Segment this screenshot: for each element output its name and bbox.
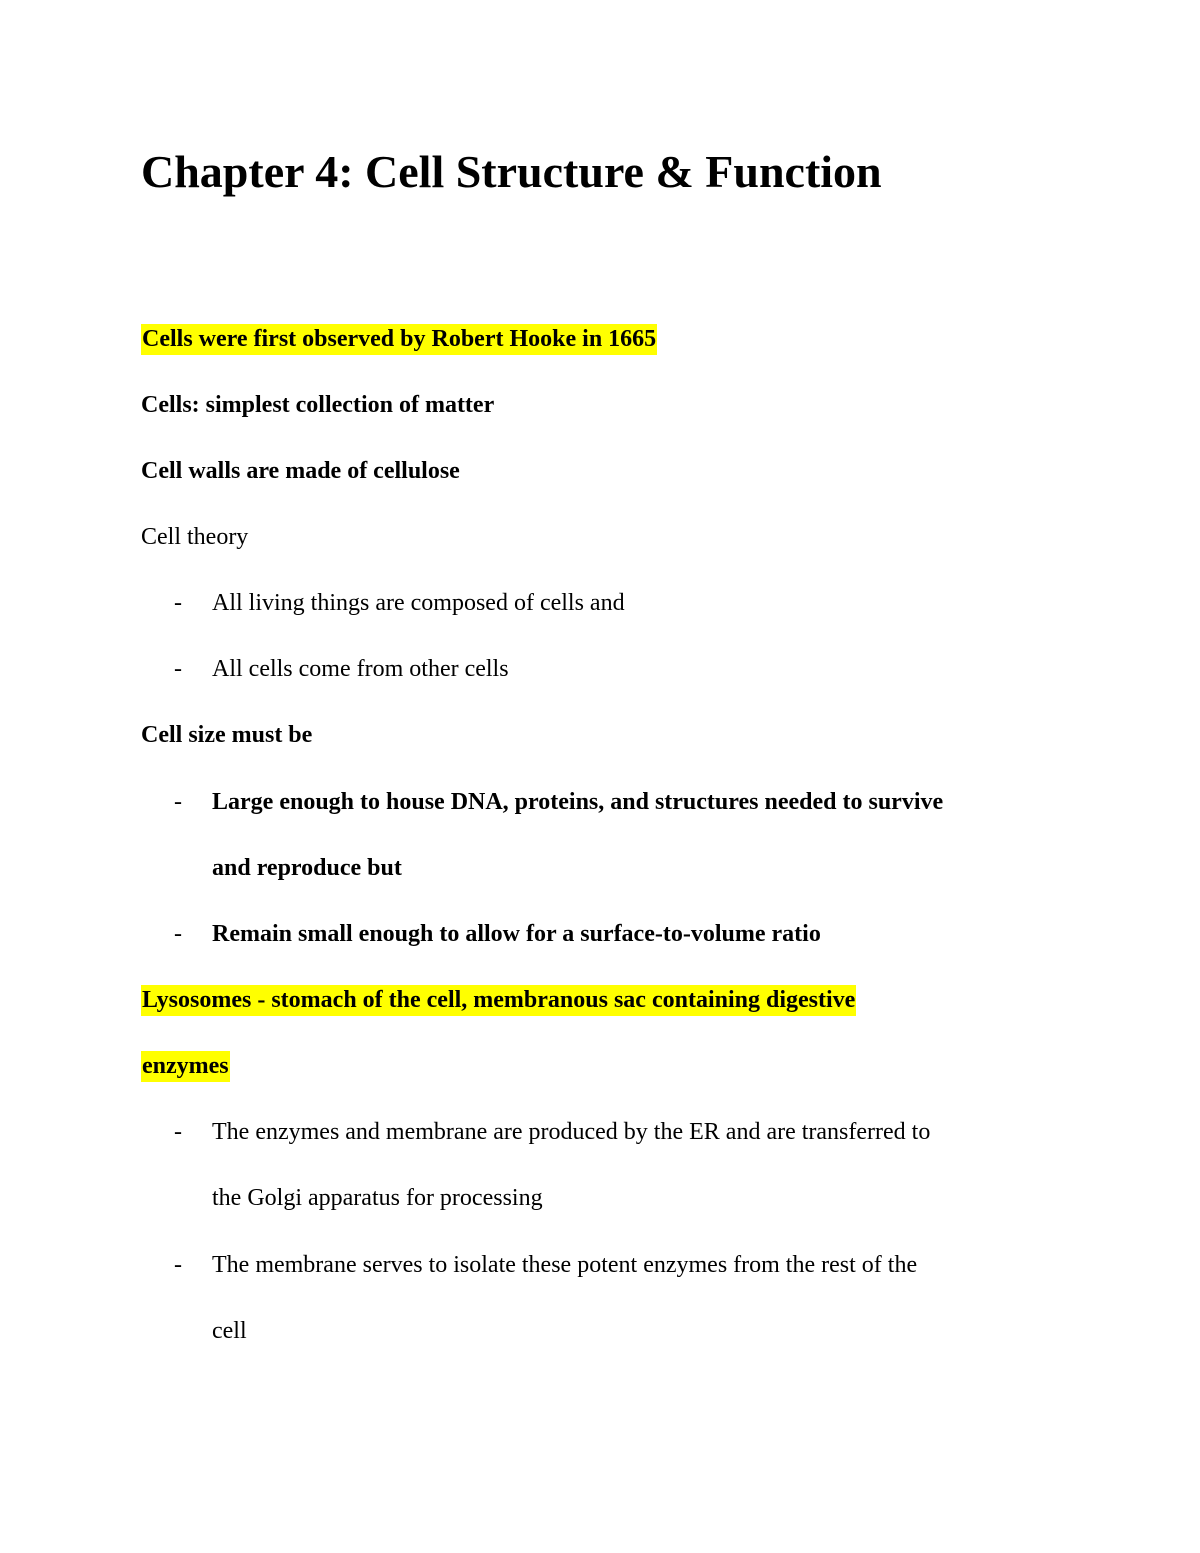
cell-walls-line: Cell walls are made of cellulose	[141, 458, 460, 484]
size-item-1-line-2: and reproduce but	[212, 855, 402, 881]
highlighted-text: Cells were first observed by Robert Hooke in 1665	[141, 324, 657, 355]
theory-item-1: All living things are composed of cells and	[212, 590, 625, 616]
highlighted-text: enzymes	[141, 1051, 230, 1082]
lysosomes-line-1	[141, 985, 856, 1015]
bullet-dash: -	[174, 590, 182, 616]
lysosome-item-2-line-2: cell	[212, 1318, 247, 1344]
cells-definition-line: Cells: simplest collection of matter	[141, 392, 495, 418]
theory-item-2: All cells come from other cells	[212, 656, 509, 682]
lysosome-item-1-line-1: The enzymes and membrane are produced by the ER and are transferred to	[212, 1119, 931, 1145]
bullet-dash: -	[174, 789, 182, 815]
bullet-dash: -	[174, 921, 182, 947]
lysosomes-line-2	[141, 1051, 230, 1081]
bullet-dash: -	[174, 656, 182, 682]
size-item-2: Remain small enough to allow for a surface-to-volume ratio	[212, 921, 821, 947]
cell-theory-heading: Cell theory	[141, 524, 249, 550]
size-item-1-line-1: Large enough to house DNA, proteins, and structures needed to survive	[212, 789, 944, 815]
hooke-line	[141, 324, 657, 354]
cell-size-heading: Cell size must be	[141, 722, 313, 748]
lysosome-item-2-line-1: The membrane serves to isolate these potent enzymes from the rest of the	[212, 1252, 918, 1278]
bullet-dash: -	[174, 1252, 182, 1278]
lysosome-item-1-line-2: the Golgi apparatus for processing	[212, 1185, 543, 1211]
highlighted-text: Lysosomes - stomach of the cell, membranous sac containing digestive	[141, 985, 856, 1016]
page-title: Chapter 4: Cell Structure & Function	[141, 146, 882, 197]
bullet-dash: -	[174, 1119, 182, 1145]
